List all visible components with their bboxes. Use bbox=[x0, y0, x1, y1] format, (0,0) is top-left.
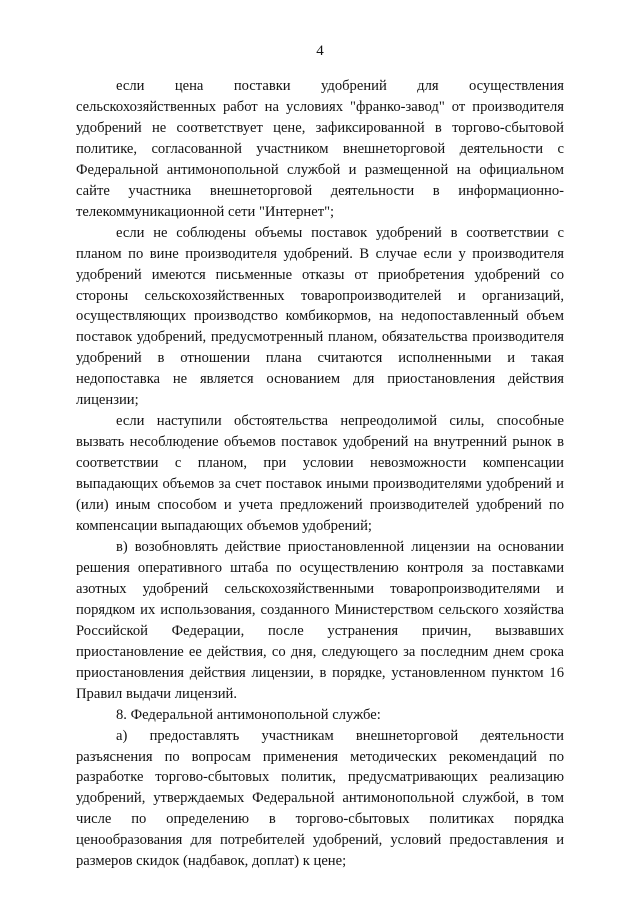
body-text bbox=[76, 76, 564, 872]
paragraph-volume-condition: если не соблюдены объемы поставок удобрений в соответствии с планом по вине производителя удобрений. В случае если у производителя удобрений имеются письменные отказы от приобретения удобрений со стороны сельскохозяйственных товаропроизводителей и организаций, осуществляющих производство комбикормов, на недопоставленный объем поставок удобрений, предусмотренный планом, обязательства производителя удобрений в отношении плана считаются исполненными и такая недопоставка не является основанием для приостановления действия лицензии; bbox=[76, 224, 564, 409]
paragraph-item-v: в) возобновлять действие приостановленной лицензии на основании решения оперативного штаба по осуществлению контроля за поставками азотных удобрений сельскохозяйственными товаропроизводителями и порядком их использования, созданного Министерством сельского хозяйства Российской Федерации, после устранения причин, вызвавших приостановление ее действия, со дня, следующего за последним днем срока приостановления действия лицензии, в порядке, установленном пунктом 16 Правил выдачи лицензий. bbox=[76, 538, 564, 702]
paragraph-item-8-heading: 8. Федеральной антимонопольной службе: bbox=[116, 706, 381, 723]
paragraph-item-a: а) предоставлять участникам внешнеторговой деятельности разъяснения по вопросам применения методических рекомендаций по разработке торгово-сбытовых политик, предусматривающих реализацию удобрений, утверждаемых Федеральной антимонопольной службой, в том числе по определению в торгово-сбытовых политиках порядка ценообразования для потребителей удобрений, условий предоставления и размеров скидок (надбавок, доплат) к цене; bbox=[76, 727, 564, 870]
paragraph-force-majeure: если наступили обстоятельства непреодолимой силы, способные вызвать несоблюдение объемов поставок удобрений на внутренний рынок в соответствии с планом, при условии невозможности компенсации выпадающих объемов за счет поставок иными производителями удобрений и (или) иным способом и учета предложений производителей удобрений по компенсации выпадающих объемов удобрений; bbox=[76, 413, 564, 535]
page-number: 4 bbox=[316, 43, 324, 59]
paragraph-price-condition: если цена поставки удобрений для осуществления сельскохозяйственных работ на условиях "франко-завод" от производителя удобрений не соответствует цене, зафиксированной в торгово-сбытовой политике, согласованной участником внешнеторговой деятельности с Федеральной антимонопольной службой и размещенной на официальном сайте участника внешнеторговой деятельности в информационно-телекоммуникационной сети "Интернет"; bbox=[76, 78, 564, 220]
